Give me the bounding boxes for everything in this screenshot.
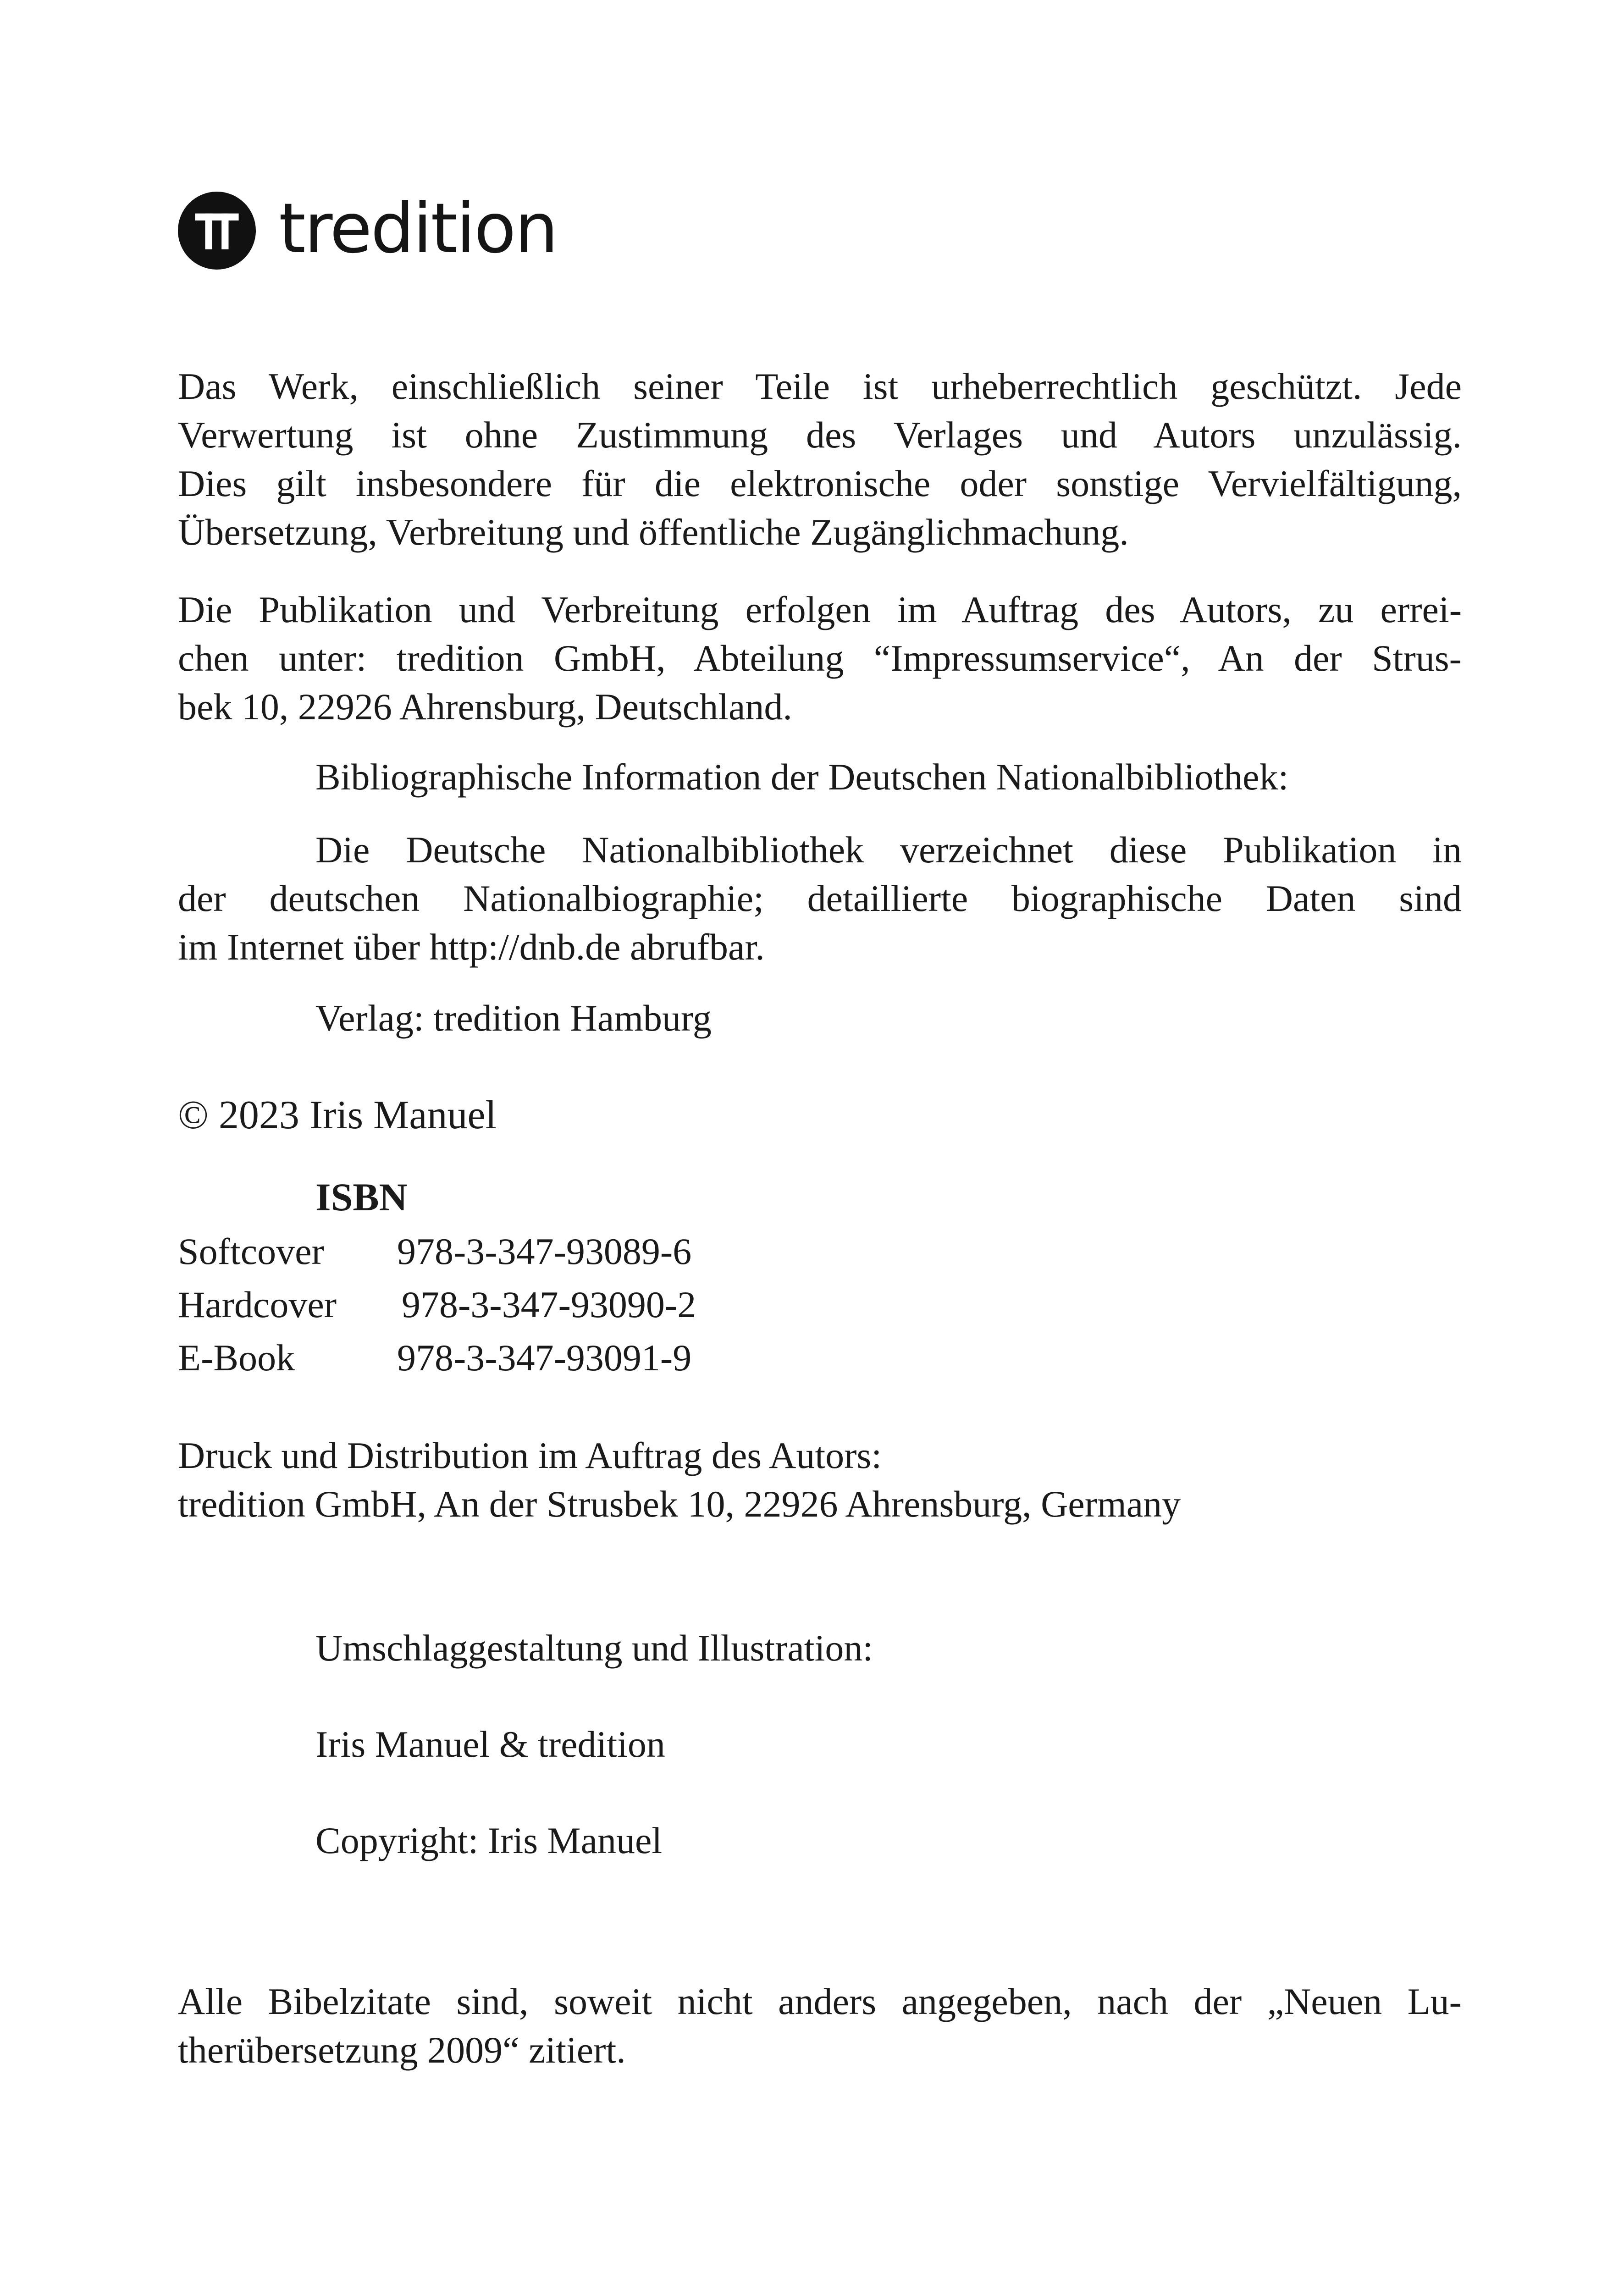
isbn-heading: ISBN [315,1175,408,1219]
bible-note-line-2: therübersetzung 2009“ zitiert. [178,2029,626,2071]
isbn-format: Hardcover [178,1284,337,1325]
publication-line-3: bek 10, 22926 Ahrensburg, Deutschland. [178,686,792,728]
bible-note-line-1: Alle Bibelzitate sind, soweit nicht anders angegeben, nach der „Neuen Lu- [178,1981,1462,2022]
notice-line-4: Übersetzung, Verbreitung und öffentliche Zugänglichmachung. [178,511,1129,553]
bib-line-1: Die Deutsche Nationalbibliothek verzeichnet diese Publikation in [315,829,1462,871]
distribution-line-2: tredition GmbH, An der Strusbek 10, 22926 Ahrensburg, Germany [178,1483,1181,1525]
bib-line-2: der deutschen Nationalbiographie; detaillierte biographische Daten sind [178,877,1462,919]
isbn-number: 978-3-347-93091-9 [397,1337,692,1379]
publication-line-2: chen unter: tredition GmbH, Abteilung “Impressumservice“, An der Strus- [178,637,1462,679]
publisher-logo [178,189,557,270]
publication-line-1: Die Publikation und Verbreitung erfolgen im Auftrag des Autors, zu errei- [178,589,1462,630]
cover-heading: Umschlaggestaltung und Illustration: [315,1627,873,1669]
tredition-logo-icon [178,192,256,270]
distribution-line-1: Druck und Distribution im Auftrag des Autors: [178,1434,882,1476]
bib-line-3: im Internet über http://dnb.de abrufbar. [178,926,765,968]
copyright-line: © 2023 Iris Manuel [178,1093,497,1137]
logo-wordmark: tredition [279,189,557,269]
notice-line-2: Verwertung ist ohne Zustimmung des Verlages und Autors unzulässig. [178,414,1462,456]
cover-rights: Copyright: Iris Manuel [315,1820,663,1861]
isbn-format: E-Book [178,1337,295,1379]
notice-line-3: Dies gilt insbesondere für die elektronische oder sonstige Vervielfältigung, [178,463,1462,504]
verlag-line: Verlag: tredition Hamburg [315,997,712,1039]
isbn-number: 978-3-347-93089-6 [397,1230,692,1272]
cover-credit: Iris Manuel & tredition [315,1723,665,1765]
isbn-number: 978-3-347-93090-2 [402,1284,696,1325]
bib-heading: Bibliographische Information der Deutschen Nationalbibliothek: [315,756,1289,798]
notice-line-1: Das Werk, einschließlich seiner Teile ist urheberrechtlich geschützt. Jede [178,365,1462,407]
isbn-format: Softcover [178,1230,324,1272]
